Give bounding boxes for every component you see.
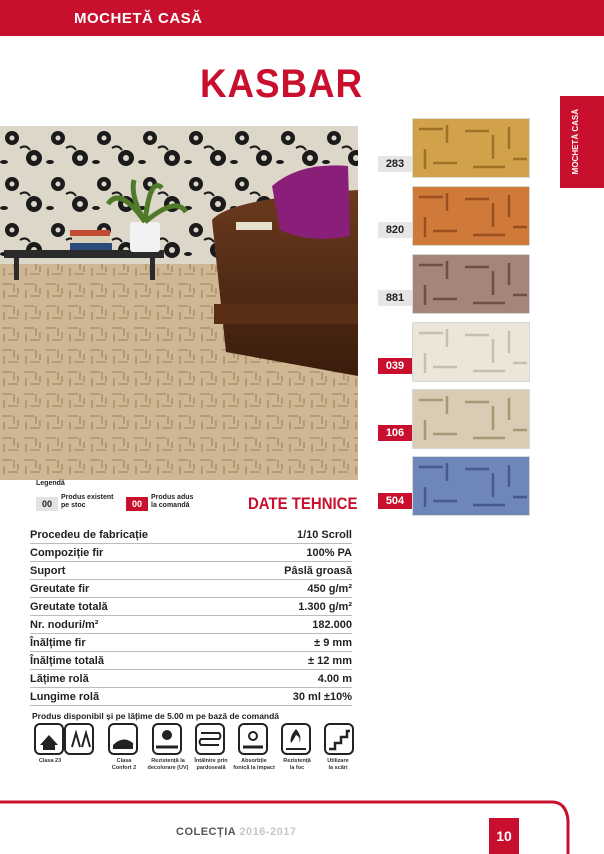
legend-to-order-line2: la comandă [151, 502, 190, 509]
feature-label-stairs [315, 758, 361, 771]
spec-value: 1.300 g/m² [298, 601, 352, 613]
swatch-code-106: 106 [378, 425, 412, 441]
legend-to-order-line1: Produs adus [151, 494, 194, 501]
uv-resistance-icon [152, 723, 182, 755]
legend-in-stock-code: 00 [36, 497, 58, 511]
feature-label-line1: Întâlnire prin [194, 758, 228, 764]
spec-value: ± 9 mm [314, 637, 352, 649]
spec-value: 182.000 [312, 619, 352, 631]
spec-value: 1/10 Scroll [296, 529, 352, 541]
spec-row [30, 634, 352, 652]
feature-label-line2: pardoseală [196, 764, 226, 771]
feature-label-line2: la foc [289, 764, 305, 771]
room-photo [0, 126, 358, 480]
spec-label: Lățime rolă [30, 673, 89, 685]
legend-in-stock-text [61, 494, 114, 510]
swatch-texture [413, 255, 530, 314]
spec-value: 450 g/m² [307, 583, 352, 595]
feature-label-line2: decolorare (UV) [147, 764, 189, 771]
spec-row [30, 544, 352, 562]
spec-row [30, 562, 352, 580]
tech-data-title: DATE TEHNICE [248, 494, 358, 513]
legend-to-order-code: 00 [126, 497, 148, 511]
class-23-icon [34, 723, 64, 755]
legend-to-order-text [151, 494, 193, 510]
spec-value: Pâslă groasă [284, 565, 352, 577]
feature-label-comfort [99, 758, 149, 771]
swatch-texture [413, 323, 530, 382]
availability-note: Produs disponibil și pe lățime de 5.00 m pe bază de comandă [32, 711, 280, 721]
swatch-039[interactable] [412, 322, 530, 382]
swatch-504[interactable] [412, 456, 530, 516]
swatch-820[interactable] [412, 186, 530, 246]
feature-label-line1: Utilizare [327, 758, 349, 764]
spec-label: Compoziție fir [30, 547, 104, 559]
feature-label-line1: Clasa [116, 758, 132, 764]
fire-resistance-icon [281, 723, 311, 755]
spec-label: Greutate fir [30, 583, 90, 595]
swatch-texture [413, 187, 530, 246]
footer-collection-years: 2016-2017 [239, 826, 297, 838]
room-illustration [0, 126, 358, 480]
spec-row [30, 670, 352, 688]
comfort-icon [108, 723, 138, 755]
spec-row [30, 598, 352, 616]
footer-collection-label: COLECȚIA [176, 826, 236, 838]
spec-table [30, 526, 352, 706]
swatch-881[interactable] [412, 254, 530, 314]
spec-label: Nr. noduri/m² [30, 619, 99, 631]
spec-row [30, 580, 352, 598]
swatch-texture [413, 457, 530, 516]
spec-value: 4.00 m [317, 673, 352, 685]
legend-title: Legendă [36, 480, 65, 487]
feature-label-line1: Absorbție [241, 758, 267, 764]
spec-value: ± 12 mm [308, 655, 352, 667]
spec-row [30, 526, 352, 544]
footer-collection [176, 826, 296, 838]
feature-label-line2: fonică la impact [233, 764, 275, 771]
swatch-283[interactable] [412, 118, 530, 178]
spec-row [30, 616, 352, 634]
spec-row [30, 688, 352, 706]
spec-label: Lungime rolă [30, 691, 100, 703]
legend-in-stock-line2: pe stoc [61, 502, 86, 509]
spec-label: Greutate totală [30, 601, 108, 613]
swatch-106[interactable] [412, 389, 530, 449]
swatch-code-283: 283 [378, 156, 412, 172]
feature-label-line2: Confort 2 [111, 764, 137, 771]
spec-label: Suport [30, 565, 66, 577]
swatch-code-039: 039 [378, 358, 412, 374]
product-title: KASBAR [200, 62, 363, 106]
spec-row [30, 652, 352, 670]
spec-value: 100% PA [306, 547, 352, 559]
legend-in-stock-line1: Produs existent [61, 494, 114, 501]
class-23-icon-b [64, 723, 94, 755]
header-category: MOCHETĂ CASĂ [74, 10, 203, 27]
swatch-code-504: 504 [378, 493, 412, 509]
spec-label: Înălțime totală [30, 655, 104, 667]
swatch-code-881: 881 [378, 290, 412, 306]
stairs-use-icon [324, 723, 354, 755]
spec-label: Procedeu de fabricație [30, 529, 148, 541]
feature-label-line1: Rezistență [283, 758, 311, 764]
page-number: 10 [489, 818, 519, 854]
side-tab-label: MOCHETĂ CASĂ [571, 109, 580, 175]
spec-value: 30 ml ±10% [292, 691, 352, 703]
swatch-code-820: 820 [378, 222, 412, 238]
feature-label-class-23: Clasa 23 [38, 758, 62, 764]
side-tab-label-wrap [560, 96, 604, 188]
feature-label-line2: la scări [328, 764, 348, 771]
swatch-texture [413, 390, 530, 449]
feature-label-line1: Rezistență la [151, 758, 185, 764]
spec-label: Înălțime fir [30, 637, 86, 649]
swatch-texture [413, 119, 530, 178]
underfloor-heating-icon [195, 723, 225, 755]
impact-sound-icon [238, 723, 268, 755]
